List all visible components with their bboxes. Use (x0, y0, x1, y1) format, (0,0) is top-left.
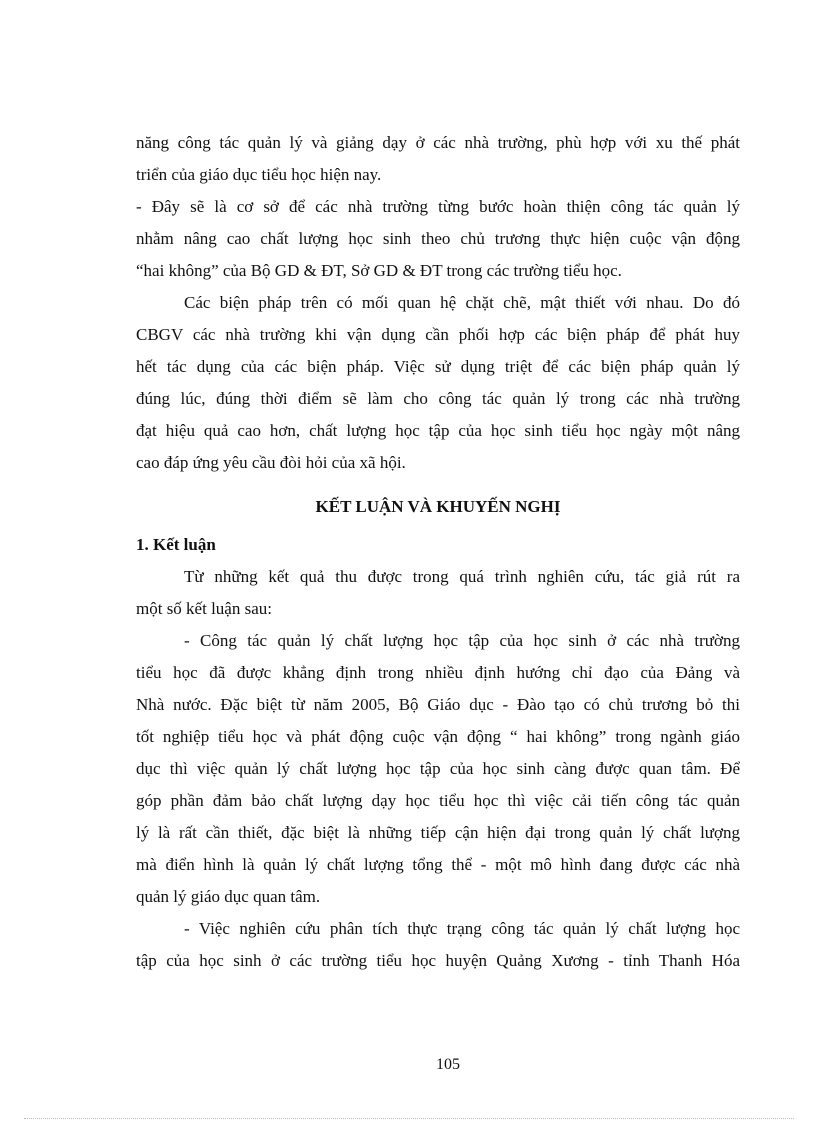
text-line: lý là rất cần thiết, đặc biệt là những tiếp cận hiện đại trong quản lý chất lượng (136, 823, 740, 842)
text-line: CBGV các nhà trường khi vận dụng cần phối hợp các biện pháp để phát huy (136, 325, 740, 344)
text-line: đạt hiệu quả cao hơn, chất lượng học tập của học sinh tiểu học ngày một nâng (136, 421, 740, 440)
text-line: Các biện pháp trên có mối quan hệ chặt chẽ, mật thiết với nhau. Do đó (184, 293, 740, 312)
page-bottom-divider (24, 1118, 794, 1119)
text-line: - Công tác quản lý chất lượng học tập của học sinh ở các nhà trường (184, 631, 740, 650)
text-line: dục thì việc quản lý chất lượng học tập của học sinh càng được quan tâm. Để (136, 759, 740, 778)
paragraph-basis (136, 191, 740, 287)
paragraph-conclusions-intro (136, 561, 740, 625)
text-line: tập của học sinh ở các trường tiểu học huyện Quảng Xương - tỉnh Thanh Hóa (136, 951, 740, 970)
paragraph-conclusion-1 (136, 625, 740, 913)
text-line: - Đây sẽ là cơ sở để các nhà trường từng bước hoàn thiện công tác quản lý (136, 197, 740, 216)
page-number: 105 (436, 1056, 460, 1073)
paragraph-measures (136, 287, 740, 479)
paragraph-intro (136, 127, 740, 191)
paragraph-conclusion-2 (136, 913, 740, 977)
text-line: quản lý giáo dục quan tâm. (136, 887, 321, 906)
text-line: cao đáp ứng yêu cầu đòi hỏi của xã hội. (136, 453, 406, 472)
text-line: triển của giáo dục tiểu học hiện nay. (136, 165, 382, 184)
text-line: tiểu học đã được khẳng định trong nhiều định hướng chỉ đạo của Đảng và (136, 663, 740, 682)
text-line: “hai không” của Bộ GD & ĐT, Sở GD & ĐT trong các trường tiểu học. (136, 261, 622, 280)
text-line: hết tác dụng của các biện pháp. Việc sử dụng triệt để các biện pháp quản lý (136, 357, 740, 376)
text-line: - Việc nghiên cứu phân tích thực trạng công tác quản lý chất lượng học (184, 919, 740, 938)
text-line: một số kết luận sau: (136, 599, 272, 618)
text-line: nhằm nâng cao chất lượng học sinh theo chủ trương thực hiện cuộc vận động (136, 229, 740, 248)
document-body (136, 127, 740, 977)
text-line: Nhà nước. Đặc biệt từ năm 2005, Bộ Giáo dục - Đào tạo có chủ trương bỏ thi (136, 695, 740, 714)
text-line: góp phần đảm bảo chất lượng dạy học tiểu học thì việc cải tiến công tác quản (136, 791, 740, 810)
text-line: Từ những kết quả thu được trong quá trình nghiên cứu, tác giả rút ra (184, 567, 740, 586)
text-line: tốt nghiệp tiểu học và phát động cuộc vận động “ hai không” trong ngành giáo (136, 727, 740, 746)
subsection-heading: 1. Kết luận (136, 535, 216, 554)
text-line: đúng lúc, đúng thời điểm sẽ làm cho công tác quản lý trong các nhà trường (136, 389, 740, 408)
text-line: năng công tác quản lý và giảng dạy ở các nhà trường, phù hợp với xu thế phát (136, 133, 740, 152)
section-heading: KẾT LUẬN VÀ KHUYẾN NGHỊ (315, 497, 561, 516)
text-line: mà điển hình là quản lý chất lượng tổng thể - một mô hình đang được các nhà (136, 855, 740, 874)
